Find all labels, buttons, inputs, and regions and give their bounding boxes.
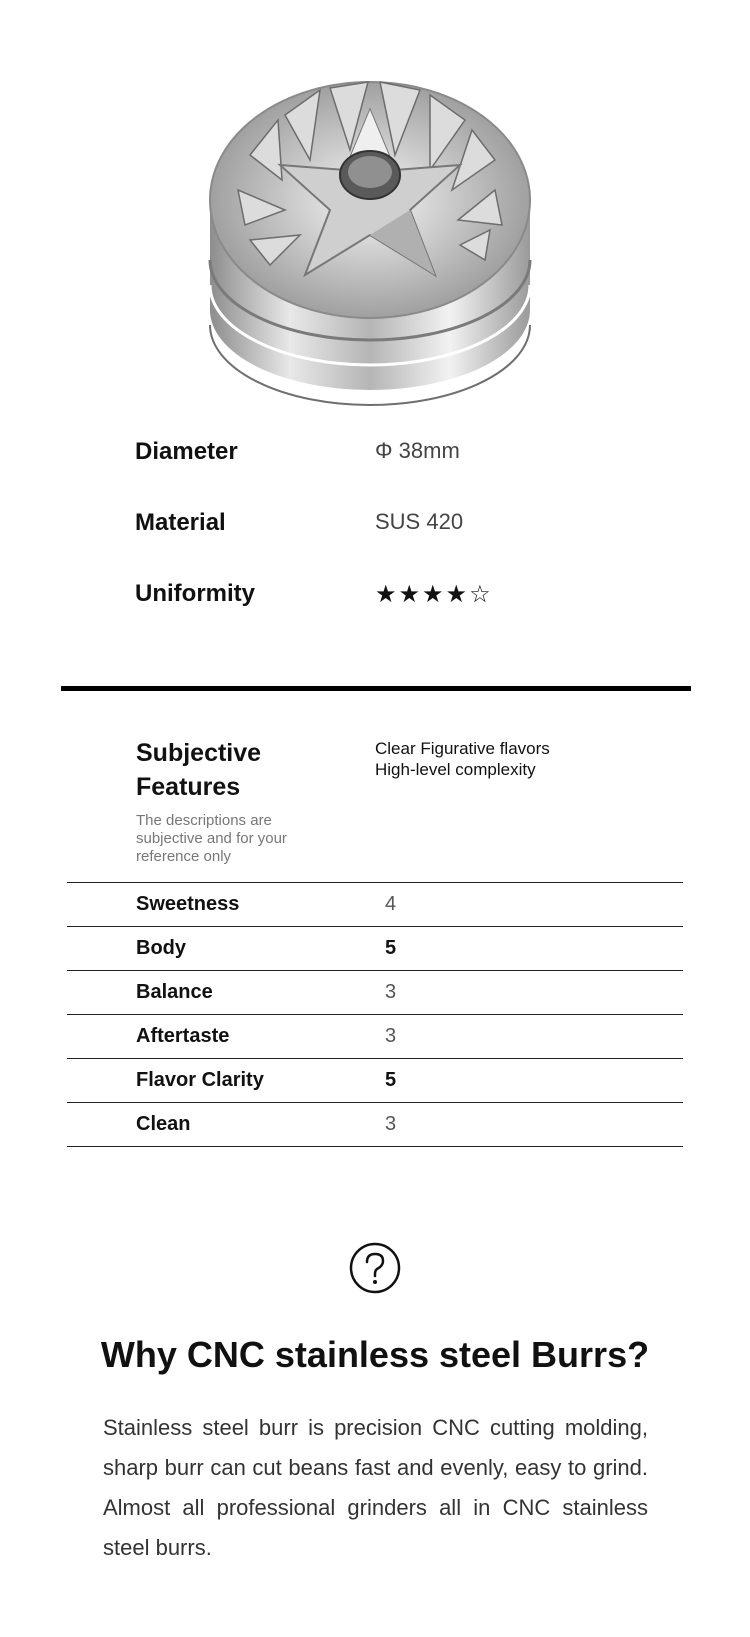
section-body: Stainless steel burr is precision CNC cutting molding, sharp burr can cut beans fast and evenly, easy to grind. Almost all professional grinders all in CNC stainless steel burrs. bbox=[103, 1415, 648, 1560]
feature-value: 5 bbox=[385, 937, 397, 959]
section-heading: Why CNC stainless steel Burrs? bbox=[100, 1334, 650, 1375]
table-row bbox=[67, 883, 683, 927]
spec-value: Φ 38mm bbox=[375, 438, 460, 463]
feature-value: 5 bbox=[385, 1069, 397, 1091]
feature-value: 3 bbox=[385, 1025, 397, 1047]
features-table bbox=[67, 882, 683, 1147]
table-row bbox=[67, 927, 683, 971]
spec-row-material bbox=[135, 509, 655, 549]
spec-label: Material bbox=[135, 509, 226, 536]
spec-value: SUS 420 bbox=[375, 509, 464, 534]
subjective-note: The descriptions are subjective and for your reference only bbox=[136, 812, 287, 865]
description-line: High-level complexity bbox=[375, 760, 536, 779]
spec-label: Uniformity bbox=[135, 580, 255, 607]
feature-label: Balance bbox=[136, 981, 213, 1003]
table-row bbox=[67, 971, 683, 1015]
feature-value: 3 bbox=[385, 1113, 397, 1135]
subjective-title: Subjective Features bbox=[136, 739, 262, 801]
feature-label: Flavor Clarity bbox=[136, 1069, 264, 1091]
table-row bbox=[67, 1015, 683, 1059]
question-circle-icon bbox=[349, 1242, 401, 1294]
feature-label: Aftertaste bbox=[136, 1025, 230, 1047]
section-divider bbox=[61, 686, 691, 691]
subjective-description bbox=[375, 738, 675, 780]
description-line: Clear Figurative flavors bbox=[375, 739, 550, 758]
table-row bbox=[67, 1059, 683, 1103]
spec-label: Diameter bbox=[135, 438, 238, 465]
feature-label: Clean bbox=[136, 1113, 191, 1135]
feature-value: 3 bbox=[385, 981, 397, 1003]
feature-value: 4 bbox=[385, 893, 397, 915]
spec-row-uniformity bbox=[135, 580, 655, 620]
spec-row-diameter bbox=[135, 438, 655, 478]
table-row bbox=[67, 1103, 683, 1147]
feature-label: Sweetness bbox=[136, 893, 240, 915]
burr-product-image bbox=[190, 60, 550, 410]
star-rating: ★★★★☆ bbox=[375, 581, 493, 608]
feature-label: Body bbox=[136, 937, 186, 959]
